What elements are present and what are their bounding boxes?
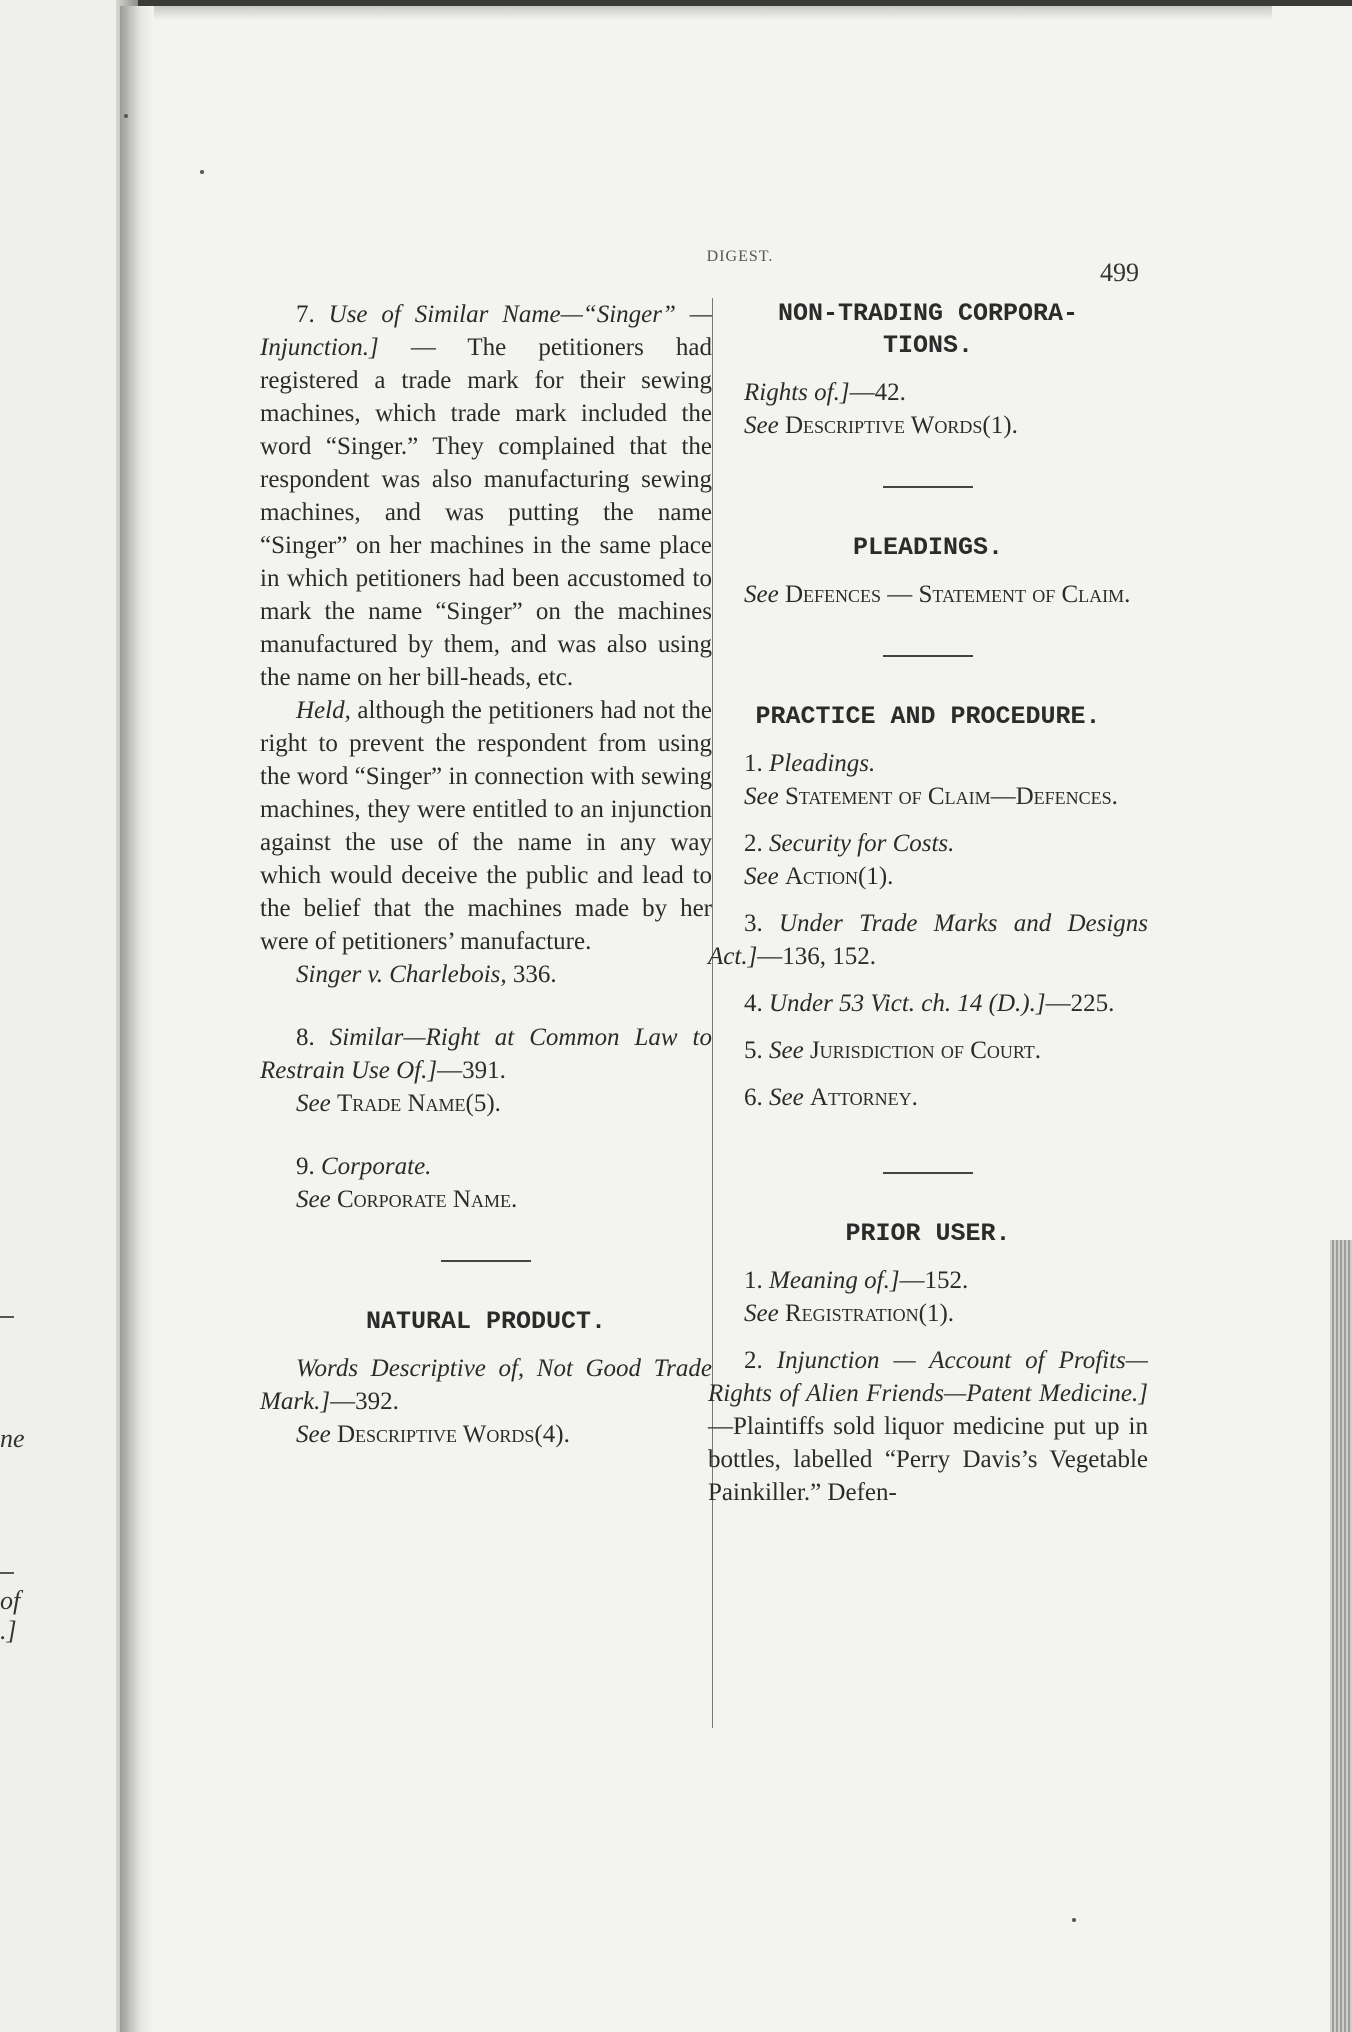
see-label: See <box>744 581 779 608</box>
see-reference <box>260 1418 712 1451</box>
entry-ref: —225. <box>1045 990 1115 1017</box>
see-target: Action(1). <box>784 863 894 890</box>
heading-line: TIONS. <box>882 331 973 360</box>
practice-items <box>708 747 1148 1128</box>
entry-ref: —152. <box>899 1267 969 1294</box>
heading-non-trading-corporations <box>708 298 1148 362</box>
left-page-fragment: ne <box>0 1424 25 1453</box>
see-target: Registration(1). <box>784 1300 955 1327</box>
entry-title: Meaning of.] <box>769 1267 900 1294</box>
entry-number: 1. <box>744 750 763 777</box>
entry-corporate <box>260 1150 712 1183</box>
see-reference <box>708 860 1148 893</box>
entry-number: 3. <box>744 910 763 937</box>
entry-injunction <box>708 1344 1148 1509</box>
entry-number: 6. <box>744 1084 763 1111</box>
entry-similar-right <box>260 1021 712 1087</box>
entry-ref: —391. <box>437 1057 506 1084</box>
heading-line: NON-TRADING CORPORA- <box>777 299 1079 328</box>
see-label: See <box>296 1421 331 1448</box>
see-label: See <box>296 1186 331 1213</box>
see-target: Statement of Claim—Defences. <box>784 783 1118 810</box>
see-label: See <box>744 1300 779 1327</box>
entry-ref: —392. <box>330 1388 399 1415</box>
see-label: See <box>296 1090 331 1117</box>
entry-title: Security for Costs. <box>769 830 955 857</box>
see-reference <box>708 780 1148 813</box>
entry-body: — The petitioners had registered a trade mark for their sewing machines, which trade mark included the word “Singer.” They complained that the respondent was also manufacturing sewing machines, and was putting the name “Singer” on her machines in the same place in which petitioners had been accustomed to mark the name “Singer” on the machines manufactured by them, and was also using the name on her bill-heads, etc. <box>260 334 713 691</box>
entry-number: 4. <box>744 990 763 1017</box>
entry-ref: —136, 152. <box>757 943 877 970</box>
heading-practice-and-procedure: PRACTICE AND PROCEDURE. <box>755 702 1101 731</box>
scan-speck <box>1072 1918 1076 1922</box>
held-label: Held, <box>296 697 351 724</box>
heading-natural-product: NATURAL PRODUCT. <box>365 1307 607 1336</box>
left-page-rule <box>0 1572 14 1574</box>
entry-title: Rights of.] <box>744 379 850 406</box>
page-top-edge <box>122 6 1272 20</box>
entry-title: Injunction — Account of Profits—Rights of Alien Friends—Patent Medicine.] <box>708 1347 1148 1407</box>
entry-body: —Plaintiffs sold liquor medicine put up in bottles, labelled “Perry Davis’s Vegetable Painkiller.” Defen- <box>708 1413 1148 1506</box>
see-label: See <box>744 783 779 810</box>
see-label: See <box>744 863 779 890</box>
practice-item <box>708 1034 1148 1067</box>
entry-title: Use of Similar Name—“Singer” — Injunction.] <box>260 301 712 361</box>
see-label: See <box>744 412 779 439</box>
left-column <box>260 298 712 1451</box>
right-column <box>708 298 1148 1509</box>
entry-number: 7. <box>296 301 315 328</box>
practice-item <box>708 747 1148 780</box>
see-reference <box>260 1087 712 1120</box>
left-page-fragment: .] <box>0 1616 17 1645</box>
left-page-rule <box>0 1316 14 1318</box>
entry-title: Similar—Right at Common Law to Restrain Use Of.] <box>260 1024 713 1084</box>
running-head: DIGEST. <box>706 248 774 265</box>
entry-number: 1. <box>744 1267 763 1294</box>
entry-rights-of <box>708 376 1148 409</box>
entry-number: 8. <box>296 1024 315 1051</box>
see-target: Attorney. <box>809 1084 918 1111</box>
see-label: See <box>769 1084 804 1111</box>
case-citation <box>260 958 712 991</box>
see-target: Defences — Statement of Claim. <box>784 581 1131 608</box>
see-target: Trade Name(5). <box>336 1090 501 1117</box>
practice-item <box>708 987 1148 1020</box>
page-number: 499 <box>1100 258 1139 287</box>
entry-title: Under 53 Vict. ch. 14 (D.).] <box>769 990 1046 1017</box>
entry-natural-product <box>260 1352 712 1418</box>
see-target: Corporate Name. <box>336 1186 518 1213</box>
heading-prior-user: PRIOR USER. <box>845 1219 1011 1248</box>
left-page-edge <box>0 0 132 2032</box>
see-target: Descriptive Words(4). <box>336 1421 570 1448</box>
entry-number: 2. <box>744 830 763 857</box>
entry-number: 2. <box>744 1347 763 1374</box>
page-spine-shadow <box>120 6 154 2032</box>
entry-title: Corporate. <box>321 1153 432 1180</box>
see-target: Descriptive Words(1). <box>784 412 1018 439</box>
entry-title: Under Trade Marks and Designs Act.] <box>708 910 1148 970</box>
entry-title: Pleadings. <box>769 750 876 777</box>
entry-meaning-of <box>708 1264 1148 1297</box>
entry-use-of-similar-name <box>260 298 712 694</box>
practice-item <box>708 827 1148 860</box>
see-reference <box>708 409 1148 442</box>
scan-speck <box>124 114 128 118</box>
entry-number: 9. <box>296 1153 315 1180</box>
case-name: Singer v. Charlebois, <box>296 961 507 988</box>
see-reference <box>260 1183 712 1216</box>
case-page: 336. <box>512 961 557 988</box>
see-reference <box>708 578 1148 611</box>
see-target: Jurisdiction of Court. <box>809 1037 1042 1064</box>
see-label: See <box>769 1037 804 1064</box>
entry-ref: —42. <box>849 379 906 406</box>
practice-item <box>708 907 1148 973</box>
page-stack-edge <box>1330 1240 1352 2032</box>
heading-pleadings: PLEADINGS. <box>852 533 1004 562</box>
held-text: although the petitioners had not the right to prevent the respondent from using the word “Singer” in connection with sewing machines, they were entitled to an injunction against the use of the name in any way which would deceive the public and lead to the belief that the machines made by her were of petitioners’ manufacture. <box>260 697 712 955</box>
see-reference <box>708 1297 1148 1330</box>
scan-speck <box>200 170 204 174</box>
entry-title: Words Descriptive of, Not Good Trade Mark.] <box>260 1355 712 1415</box>
held-paragraph <box>260 694 712 958</box>
entry-number: 5. <box>744 1037 763 1064</box>
practice-item <box>708 1081 1148 1114</box>
left-page-fragment: of <box>0 1586 21 1615</box>
